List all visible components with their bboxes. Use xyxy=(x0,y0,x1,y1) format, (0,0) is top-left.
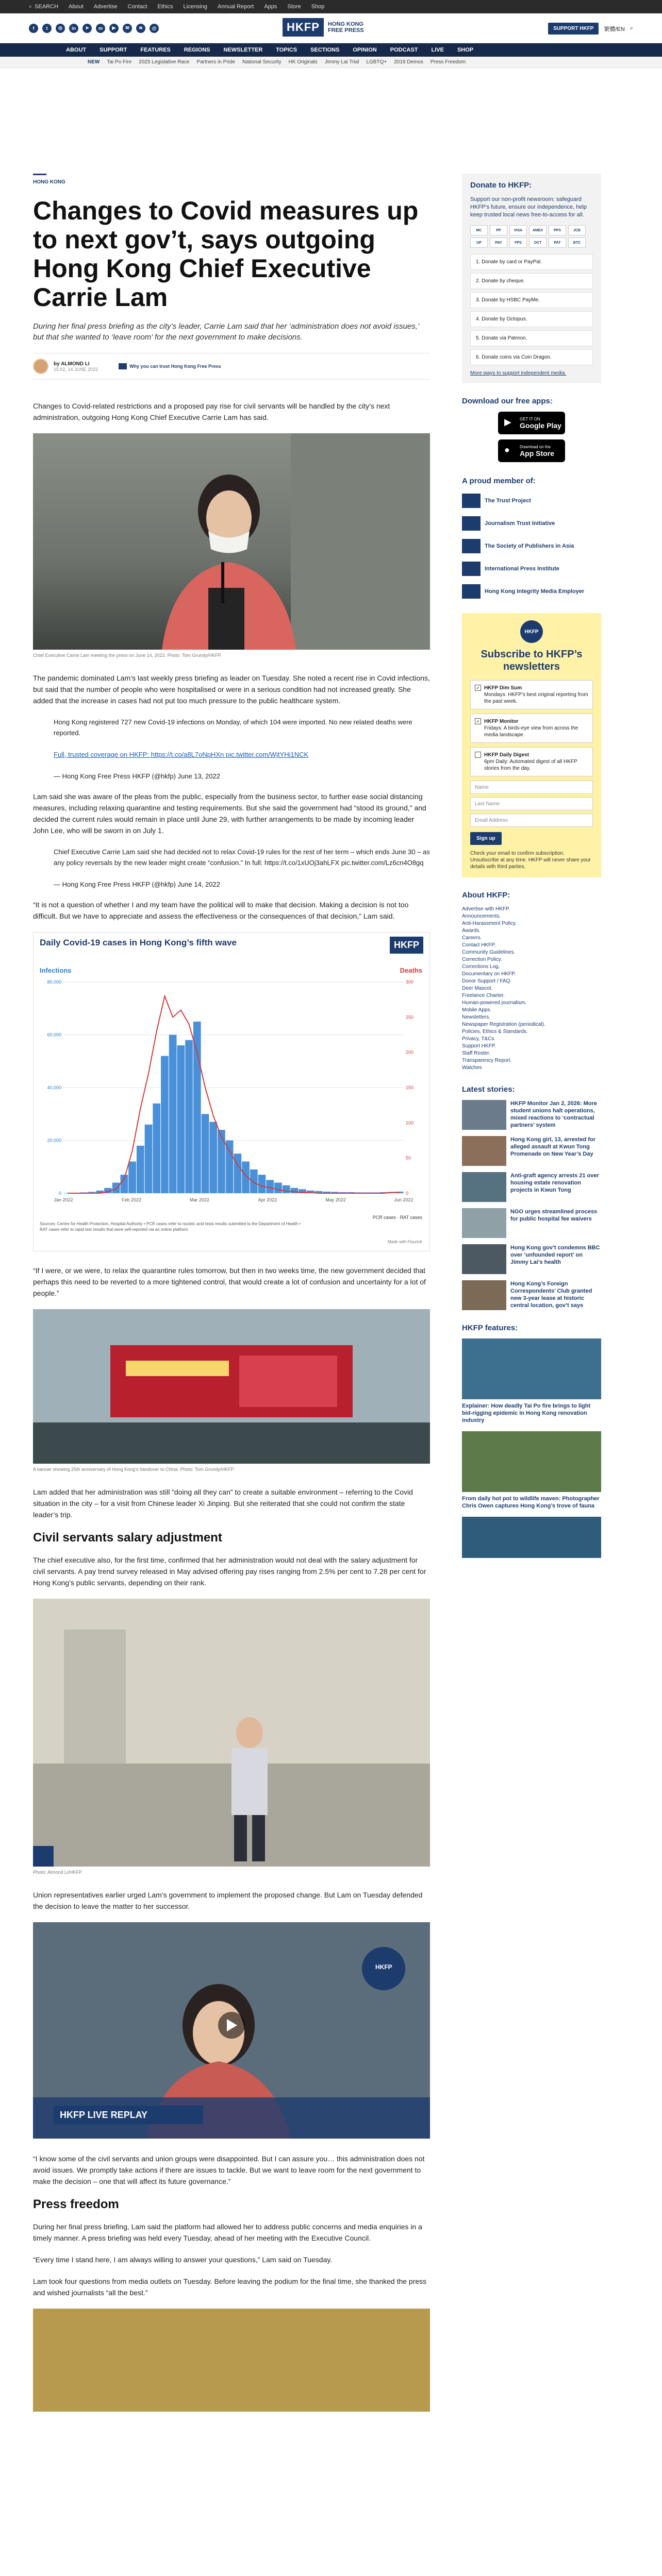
payment-logo: OCT xyxy=(529,238,547,248)
nav-about[interactable]: ABOUT xyxy=(66,47,87,53)
about-link[interactable]: Policies, Ethics & Standards. xyxy=(462,1029,528,1035)
about-links xyxy=(462,906,601,1072)
story-thumbnail xyxy=(462,1280,506,1310)
trending-link[interactable]: Press Freedom xyxy=(430,59,466,65)
top-link-advertise[interactable]: Advertise xyxy=(93,4,118,10)
y-tick-right: 50 xyxy=(406,1155,411,1161)
legend-pcr: PCR cases xyxy=(372,1215,396,1220)
tweet-attribution[interactable]: — Hong Kong Free Press HKFP (@hkfp) June 13, 2022 xyxy=(54,772,220,780)
checkbox-checked[interactable]: ✓ xyxy=(475,685,481,691)
covid-chart: Daily Covid-19 cases in Hong Kong’s fifth wave HKFP Infections Deaths 80,000 60,000 40,000 20,000 0 300 250 200 150 100 50 0 Jan 2022 Feb 2022 Mar 2022 Apr 2022 May 2022 Jun 2022 Sources: Centre for Health Protection, Hospital Authority • PCR cases refer to nucleic acid tests results submitted to the Department of Health • RAT cases refer to rapid test results that were self-reported via an online platform PCR cases · RAT cases Made with Flourish xyxy=(33,932,430,1251)
y-tick-right: 300 xyxy=(406,979,414,985)
jti-logo xyxy=(462,516,481,531)
latest-story[interactable]: Hong Kong gov’t condemns BBC over ‘unfounded report’ on Jimmy Lai’s health xyxy=(462,1244,601,1274)
about-link[interactable]: Awards. xyxy=(462,928,481,934)
trust-icon xyxy=(119,363,127,369)
infection-bar xyxy=(112,1183,120,1194)
nav-features[interactable]: FEATURES xyxy=(140,47,171,53)
infection-bar xyxy=(193,1022,201,1193)
newsletter-option-dimsum[interactable]: ✓ HKFP Dim Sum Mondays: HKFP’s best original reporting from the past week. xyxy=(470,680,593,709)
chart-logo: HKFP xyxy=(390,937,423,954)
tweet-text: Chief Executive Carrie Lam said she had decided not to relax Covid-19 rules for the rest of her term – which ends June 30 – as any policy reversals by the new leader might create “confusion.” In full: https://t.co/1xUOj3ahLFX pic.twitter.com/Lz6cn4O8gq xyxy=(54,848,430,867)
about-link[interactable]: Privacy, T&Cs. xyxy=(462,1036,496,1042)
video-logo: HKFP xyxy=(375,1963,392,1971)
about-link[interactable]: Transparency Report. xyxy=(462,1058,512,1063)
about-link[interactable]: Contact HKFP. xyxy=(462,942,496,948)
member-org[interactable]: The Trust Project xyxy=(462,494,601,508)
about-link[interactable]: Advertise with HKFP. xyxy=(462,906,510,912)
payment-logo: BTC xyxy=(568,238,586,248)
y-tick-left: 40,000 xyxy=(47,1085,61,1090)
article-dek: During her final press briefing as the city’s leader, Carrie Lam said that her ‘administration does not avoid issues,’ but that she wanted to ‘leave room’ for the next government to make decisions. xyxy=(33,322,419,342)
donate-text[interactable]: Support our non-profit newsroom: safeguard HKFP’s future, ensure our independence, help keep trusted local news free-to-access for all. xyxy=(470,196,587,218)
paragraph: “Every time I stand here, I am always willing to answer your questions,” Lam said on Tuesday. xyxy=(33,2256,333,2264)
embedded-tweet xyxy=(54,717,430,782)
infection-bar xyxy=(161,1056,169,1194)
member-org[interactable]: Hong Kong Integrity Media Employer xyxy=(462,584,601,599)
payment-logo: PAY xyxy=(490,238,507,248)
about-link[interactable]: Careers. xyxy=(462,935,482,941)
banner-photo xyxy=(33,1309,430,1464)
facebook-icon[interactable]: f xyxy=(29,24,38,33)
story-thumbnail xyxy=(462,1208,506,1238)
legend-rat: RAT cases xyxy=(400,1215,422,1220)
y-tick-right: 200 xyxy=(406,1049,414,1055)
checkbox-unchecked[interactable] xyxy=(475,752,481,758)
byline xyxy=(33,353,430,380)
features-title: HKFP features: xyxy=(462,1324,518,1332)
deaths-line xyxy=(68,996,400,1193)
about-link[interactable]: Freelance Charter. xyxy=(462,993,505,998)
story-thumbnail xyxy=(462,1136,506,1166)
trending-link[interactable]: 2025 Legislative Race xyxy=(139,59,190,65)
paragraph: Lam took four questions from media outlets on Tuesday. Before leaving the podium for the final time, she thanked the press and wished journalists “all the best.” xyxy=(33,2277,427,2297)
top-link-apps[interactable]: Apps xyxy=(264,4,277,10)
email-icon[interactable]: ✉ xyxy=(123,24,132,33)
trending-link[interactable]: HK Originals xyxy=(288,59,318,65)
infection-bar xyxy=(202,1114,209,1193)
civil-servants-photo xyxy=(33,1599,430,1867)
carrie-lam-photo xyxy=(33,433,430,650)
article-title: Changes to Covid measures up to next gov’t, says outgoing Hong Kong Chief Executive Carrie Lam xyxy=(33,196,419,312)
trending-link[interactable]: Jimmy Lai Trial xyxy=(324,59,359,65)
photo-illustration xyxy=(33,1599,430,1867)
paragraph: The chief executive also, for the first time, confirmed that her administration would not deal with the salary adjustment for civil servants. A pay trend survey released in May advised offering pay rises ranging from 2.5% per cent to 7.28 per cent for Hong Kong’s public servants, depending on their rank. xyxy=(33,1556,426,1587)
x-tick: Jan 2022 xyxy=(54,1197,73,1202)
search-icon: ⌕ xyxy=(29,3,32,10)
newsletter-option-digest[interactable]: HKFP Daily Digest 6pm Daily: Automated digest of all HKFP stories from the day. xyxy=(470,747,593,776)
member-title: A proud member of: xyxy=(462,477,536,485)
feature-thumbnail xyxy=(462,1338,601,1399)
subscribe-note: Check your email to confirm subscription. Unsubscribe at any time. HKFP will never share your details with third parties. xyxy=(470,851,591,870)
linkedin-icon[interactable]: in xyxy=(69,24,78,33)
youtube-icon[interactable]: ▶ xyxy=(109,24,119,33)
donate-option[interactable]: 5. Donate via Patreon. xyxy=(470,330,593,346)
feature-thumbnail xyxy=(462,1431,601,1492)
trust-project-logo xyxy=(462,494,481,508)
about-link[interactable]: Community Guidelines. xyxy=(462,950,516,955)
trending-bar xyxy=(0,57,662,68)
infection-bar xyxy=(145,1125,153,1193)
paragraph: Changes to Covid-related restrictions and a proposed pay rise for civil servants will be handled by the city’s next administration, outgoing Hong Kong Chief Executive Carrie Lam has said. xyxy=(33,402,390,421)
nav-shop[interactable]: SHOP xyxy=(457,47,474,53)
publish-date: 15:02, 14 JUNE 2022 xyxy=(54,366,98,372)
donate-title: Donate to HKFP: xyxy=(470,181,532,190)
y-tick-left: 0 xyxy=(58,1191,61,1196)
about-link[interactable]: Correction Policy. xyxy=(462,957,502,962)
infection-bar xyxy=(283,1185,290,1193)
payment-logo: JCB xyxy=(568,225,586,235)
member-org[interactable]: Journalism Trust Initiative xyxy=(462,516,601,531)
instagram-icon[interactable]: ◎ xyxy=(56,24,65,33)
threads-icon[interactable]: @ xyxy=(150,24,159,33)
chart-title: Daily Covid-19 cases in Hong Kong’s fifth wave xyxy=(40,938,237,947)
infection-bar xyxy=(218,1130,225,1193)
google-play-button[interactable]: ▶ GET IT ON Google Play xyxy=(498,412,565,434)
site-logo[interactable]: HKFP HONG KONG FREE PRESS xyxy=(283,18,364,37)
nav-support[interactable]: SUPPORT xyxy=(100,47,127,53)
x-tick: Feb 2022 xyxy=(121,1197,142,1202)
nav-sections[interactable]: SECTIONS xyxy=(310,47,340,53)
about-link[interactable]: Deer Mascot. xyxy=(462,986,493,991)
feature-story[interactable]: From daily hot pot to wildlife maven: Photographer Chris Owen captures Hong Kong’s trove of fauna xyxy=(462,1431,601,1510)
top-search[interactable]: ⌕ SEARCH xyxy=(29,3,59,10)
photo-illustration xyxy=(33,1309,430,1464)
about-link[interactable]: Announcements. xyxy=(462,913,501,919)
apps-title: Download our free apps: xyxy=(462,397,553,405)
signup-button[interactable]: Sign up xyxy=(470,832,502,845)
tweet-text: Hong Kong registered 727 new Covid-19 infections on Monday, of which 104 were imported. No new related deaths were reported. xyxy=(54,718,412,737)
top-link-licensing[interactable]: Licensing xyxy=(183,4,207,10)
ipi-logo xyxy=(462,562,481,576)
chart-right-label: Deaths xyxy=(400,967,422,974)
donate-option[interactable]: 1. Donate by card or PayPal. xyxy=(470,254,593,270)
y-tick-right: 0 xyxy=(406,1191,409,1196)
last-name-input[interactable]: Last Name xyxy=(470,797,593,810)
section-heading: Civil servants salary adjustment xyxy=(33,1531,222,1545)
donate-option[interactable]: 2. Donate by cheque. xyxy=(470,273,593,289)
nav-podcast[interactable]: PODCAST xyxy=(390,47,418,53)
payment-logo: MC xyxy=(470,225,488,235)
about-link[interactable]: Watches xyxy=(462,1065,482,1071)
mastodon-icon[interactable]: m xyxy=(96,24,105,33)
paragraph: Lam said she was aware of the pleas from the public, especially from the business sector, to further ease social distancing measures, including relaxing quarantine and testing requirements. But she said the government had “stood its ground,” and decided the current rules would remain in place until June 29, with further arrangements to be made by incoming leader John Lee, who will be sworn in on July 1. xyxy=(33,792,426,835)
nav-opinion[interactable]: OPINION xyxy=(353,47,377,53)
infection-bar xyxy=(185,1040,193,1193)
app-store-button[interactable]: ● Download on the App Store xyxy=(498,439,565,462)
chart-plot xyxy=(40,977,424,1219)
payment-methods xyxy=(470,225,593,248)
photo-caption: A banner showing 25th anniversary of Hong Kong’s handover to China. Photo: Tom Grundy/HKFP. xyxy=(33,1467,235,1472)
y-tick-left: 60,000 xyxy=(47,1032,61,1038)
story-thumbnail xyxy=(462,1100,506,1130)
site-header xyxy=(0,13,662,43)
payment-logo: UP xyxy=(470,238,488,248)
live-replay-badge: HKFP LIVE REPLAY xyxy=(54,2106,203,2124)
donate-option[interactable]: 3. Donate by HSBC PayMe. xyxy=(470,292,593,308)
latest-title: Latest stories: xyxy=(462,1085,515,1094)
telegram-icon[interactable]: ➤ xyxy=(82,24,92,33)
x-tick: Mar 2022 xyxy=(189,1197,210,1202)
latest-story[interactable]: Anti-graft agency arrests 21 over housing estate renovation projects in Kwun Tong xyxy=(462,1172,601,1202)
about-link[interactable]: Newsletters. xyxy=(462,1014,491,1020)
top-link-shop[interactable]: Shop xyxy=(311,4,325,10)
about-link[interactable]: Human-powered journalism. xyxy=(462,1000,527,1006)
about-title: About HKFP: xyxy=(462,891,510,900)
y-tick-left: 80,000 xyxy=(47,979,61,985)
donate-option[interactable]: 4. Donate by Octopus. xyxy=(470,311,593,327)
chart-source: Sources: Centre for Health Protection, Hospital Authority • PCR cases refer to nucleic acid tests results submitted to the Department of Health • RAT cases refer to rapid test results that were self-reported via an online platform xyxy=(40,1222,301,1232)
checkbox-checked[interactable]: ✓ xyxy=(475,718,481,724)
top-link-ethics[interactable]: Ethics xyxy=(157,4,173,10)
top-bar xyxy=(0,0,662,13)
about-link[interactable]: Support HKFP. xyxy=(462,1043,496,1049)
nav-live[interactable]: LIVE xyxy=(431,47,444,53)
infection-bar xyxy=(226,1141,234,1194)
trending-link[interactable]: 2019 Demos xyxy=(394,59,423,65)
top-link-about[interactable]: About xyxy=(69,4,84,10)
article xyxy=(33,174,430,2412)
trending-link[interactable]: Tai Po Fire xyxy=(107,59,132,65)
latest-story[interactable]: HKFP Monitor Jan 2, 2026: More student unions halt operations, mixed reactions to ‘contractual partners’ system xyxy=(462,1100,601,1130)
trending-link[interactable]: National Security xyxy=(242,59,282,65)
paragraph: Lam added that her administration was still “doing all they can” to create a suitable environment – referring to the Covid situation in the city – for a visit from Chinese leader Xi Jinping. But she reiterated that she could not confirm the state leader’s trip. xyxy=(33,1488,413,1519)
integrity-logo xyxy=(462,584,481,599)
rss-icon[interactable]: ≋ xyxy=(136,24,145,33)
nav-newsletter[interactable]: NEWSLETTER xyxy=(223,47,263,53)
feature-story[interactable]: Explainer: How deadly Tai Po fire brings to light bid-rigging epidemic in Hong Kong renovation industry xyxy=(462,1338,601,1424)
infection-bar xyxy=(274,1183,282,1194)
about-link[interactable]: Donor Support / FAQ. xyxy=(462,978,512,984)
author-name[interactable]: by ALMOND LI xyxy=(54,361,90,367)
top-link-store[interactable]: Store xyxy=(287,4,301,10)
donate-box xyxy=(462,174,601,383)
about-link[interactable]: Mobile Apps. xyxy=(462,1007,492,1013)
x-tick: May 2022 xyxy=(325,1197,346,1202)
payment-logo: VISA xyxy=(509,225,527,235)
trending-link[interactable]: Partners in Pride xyxy=(196,59,236,65)
about-link[interactable]: Anti-Harassment Policy. xyxy=(462,921,517,926)
header-search-icon[interactable]: ⌕ xyxy=(630,25,633,31)
paragraph: “If I were, or we were, to relax the quarantine rules tomorrow, but then in two weeks time, the new government decided that perhaps this need to be reverted to a more tightened control, that would create a lot of confusion and uncertainty for a lot of people.” xyxy=(33,1266,426,1297)
more-ways-link[interactable]: More ways to support independent media. xyxy=(470,370,567,376)
photo-illustration xyxy=(33,433,430,650)
y-tick-left: 20,000 xyxy=(47,1138,61,1143)
tweet-attribution[interactable]: — Hong Kong Free Press HKFP (@hkfp) June 14, 2022 xyxy=(54,880,220,888)
member-org[interactable]: International Press Institute xyxy=(462,562,601,576)
photo-caption: Photo: Almond Li/HKFP. xyxy=(33,1870,82,1875)
twitter-icon[interactable]: t xyxy=(42,24,52,33)
infection-bar xyxy=(209,1122,217,1193)
top-link-contact[interactable]: Contact xyxy=(127,4,147,10)
newsletter-logo: HKFP xyxy=(520,620,543,643)
article-category[interactable]: HONG KONG xyxy=(33,179,65,185)
subscribe-title: Subscribe to HKFP’s newsletters xyxy=(481,649,583,672)
trending-link[interactable]: LGBTQ+ xyxy=(366,59,387,65)
apple-icon: ● xyxy=(504,445,510,455)
sopa-logo xyxy=(462,539,481,553)
feature-thumbnail xyxy=(462,1517,601,1558)
about-link[interactable]: Newspaper Registration (periodical). xyxy=(462,1022,545,1027)
paragraph: During her final press briefing, Lam said the platform had allowed her to address public concerns and media enquiries in a timely manner. A press briefing was held every Tuesday, ahead of her meeting with the Executive Council. xyxy=(33,2223,422,2242)
section-heading: Press freedom xyxy=(33,2197,119,2211)
top-link-annual-report[interactable]: Annual Report xyxy=(218,4,254,10)
infection-bar xyxy=(137,1146,144,1193)
infection-bar xyxy=(169,1035,177,1194)
sidebar xyxy=(462,174,601,1561)
story-thumbnail xyxy=(462,1172,506,1202)
payment-logo: AMEX xyxy=(529,225,547,235)
category-rule xyxy=(33,174,46,175)
support-hkfp-button[interactable]: SUPPORT HKFP xyxy=(548,23,599,35)
x-tick: Jun 2022 xyxy=(394,1197,413,1202)
email-input[interactable]: Email Address xyxy=(470,814,593,827)
infection-bar xyxy=(250,1170,258,1193)
embedded-tweet xyxy=(54,846,430,890)
y-tick-right: 150 xyxy=(406,1085,414,1090)
payment-logo: PAT xyxy=(549,238,566,248)
story-thumbnail xyxy=(462,1244,506,1274)
language-toggle[interactable]: 繁體/EN xyxy=(604,26,625,32)
social-links xyxy=(29,24,159,33)
newsletter-box xyxy=(462,613,601,877)
about-link[interactable]: Corrections Log. xyxy=(462,964,500,970)
newsletter-option-monitor[interactable]: ✓ HKFP Monitor Fridays: A birds-eye view from across the media landscape. xyxy=(470,714,593,743)
latest-story[interactable]: Hong Kong’s Foreign Correspondents’ Club granted new 3-year lease at historic central location, gov’t says xyxy=(462,1280,601,1310)
new-badge: NEW xyxy=(88,59,100,65)
paragraph: The pandemic dominated Lam’s last weekly press briefing as leader on Tuesday. She noted a recent rise in Covid infections, but said that the number of people who were hospitalised or were in a serious condition had not increased greatly. She added that the increase in cases had not put too much pressure to the public healthcare system. xyxy=(33,674,430,705)
feature-story[interactable] xyxy=(462,1517,601,1558)
latest-story[interactable]: Hong Kong girl, 13, arrested for alleged assault at Kwun Tong Promenade on New Year’s Day xyxy=(462,1136,601,1166)
y-tick-right: 100 xyxy=(406,1120,414,1126)
infection-bar xyxy=(258,1175,266,1193)
donate-option[interactable]: 6. Donate coins via Coin Dragon. xyxy=(470,349,593,365)
paragraph: Union representatives earlier urged Lam’s government to implement the proposed change. But Lam on Tuesday defended the decision to leave the matter to her successor. xyxy=(33,1891,423,1910)
about-link[interactable]: Staff Roster. xyxy=(462,1050,490,1056)
x-tick: Apr 2022 xyxy=(258,1197,277,1202)
nav-topics[interactable]: TOPICS xyxy=(276,47,297,53)
about-link[interactable]: Documentary on HKFP. xyxy=(462,971,516,977)
latest-story[interactable]: NGO urges streamlined process for public hospital fee waivers xyxy=(462,1208,601,1238)
nav-regions[interactable]: REGIONS xyxy=(184,47,210,53)
photo-caption: Chief Executive Carrie Lam meeting the press on June 14, 2022. Photo: Tom Grundy/HKFP. xyxy=(33,653,222,658)
infection-bar xyxy=(153,1104,160,1193)
name-input[interactable]: Name xyxy=(470,781,593,794)
infection-bar xyxy=(177,1045,185,1193)
live-replay-video[interactable] xyxy=(33,1922,430,2139)
trust-link[interactable]: Why you can trust Hong Kong Free Press xyxy=(119,363,221,369)
paragraph: “It is not a question of whether I and my team have the political will to make that decision. Making a decision is not too difficult. But we have to appreciate and assess the effectiveness or the consequences of that decision,” Lam said. xyxy=(33,901,409,920)
author-avatar xyxy=(33,359,48,374)
payment-logo: FPS xyxy=(509,238,527,248)
main-nav xyxy=(0,43,662,57)
payment-logo: PP xyxy=(490,225,507,235)
member-org[interactable]: The Society of Publishers in Asia xyxy=(462,539,601,553)
paragraph: “I know some of the civil servants and union groups were disappointed. But I can assure you… this administration does not avoid issues. We promptly take actions if there are issues to tackle. But we want to leave room for the next government to make the decision – one that will affect its future governance.” xyxy=(33,2155,425,2185)
payment-logo: PPS xyxy=(549,225,566,235)
chart-left-label: Infections xyxy=(40,967,72,974)
y-tick-right: 250 xyxy=(406,1014,414,1020)
closing-photo xyxy=(33,2309,430,2412)
play-store-icon: ▶ xyxy=(504,417,511,427)
infection-bar xyxy=(128,1162,136,1194)
tweet-link[interactable]: Full, trusted coverage on HKFP: https://t.co/a8L7oNpHXn pic.twitter.com/WjtYHi1NCK xyxy=(54,751,309,758)
flourish-credit[interactable]: Made with Flourish xyxy=(387,1240,422,1244)
